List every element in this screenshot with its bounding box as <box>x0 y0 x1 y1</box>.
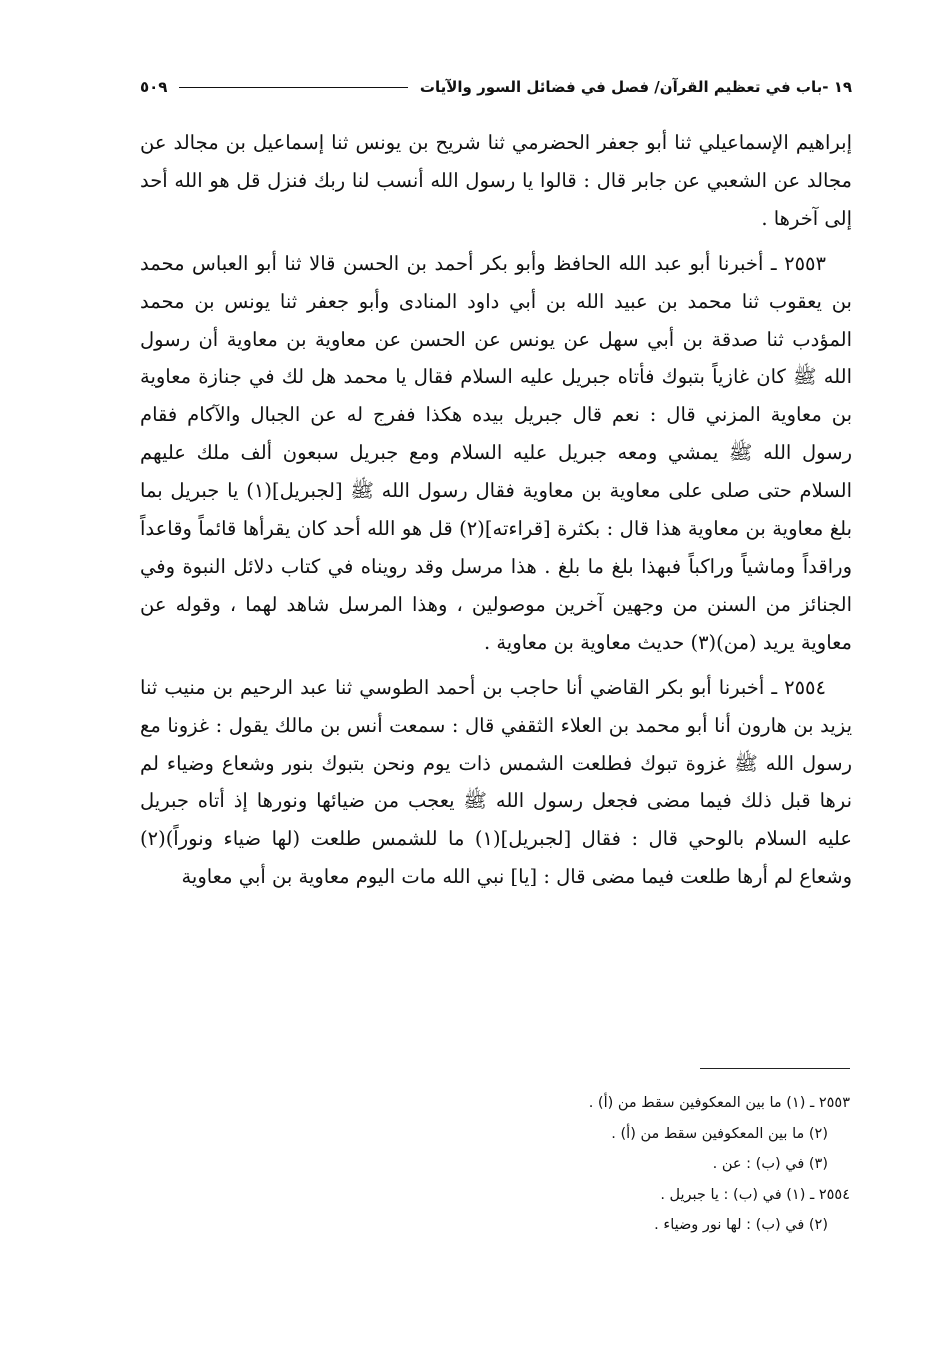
header-rule <box>179 87 407 88</box>
hadith-2553: ٢٥٥٣ ـ أخبرنا أبو عبد الله الحافظ وأبو بكر أحمد بن الحسن قالا ثنا أبو العباس محمد بن يعقوب ثنا محمد بن عبيد الله بن أبي داود المنادى وأبو جعفر ثنا يونس بن محمد المؤدب ثنا صدقة بن أبي سهل عن يونس عن الحسن عن معاوية بن معاوية أن رسول الله ﷺ كان غازياً بتبوك فأتاه جبريل عليه السلام فقال يا محمد هل لك في جنازة معاوية بن معاوية المزني قال : نعم قال جبريل بيده هكذا ففرج له عن الجبال والآكام فقام رسول الله ﷺ يمشي ومعه جبريل عليه السلام ومع جبريل سبعون ألف ملك عليهم السلام حتى صلى على معاوية بن معاوية فقال رسول الله ﷺ [لجبريل](١) يا جبريل بما بلغ معاوية بن معاوية هذا قال : بكثرة [قراءته](٢) قل هو الله أحد كان يقرأها قائماً وقاعداً وراقداً وماشياً وراكباً فبهذا بلغ ما بلغ . هذا مرسل وقد رويناه في كتاب دلائل النبوة وفي الجنائز من السنن من وجهين آخرين موصولين ، وهذا المرسل شاهد لهما ، وقوله عن معاوية يريد (من)(٣) حديث معاوية بن معاوية . <box>140 251 853 654</box>
paragraph-continuation: إبراهيم الإسماعيلي ثنا أبو جعفر الحضرمي ثنا شريح بن يونس ثنا إسماعيل بن مجالد عن مجالد عن الشعبي عن جابر قال : قالوا يا رسول الله أنسب لنا ربك فنزل قل هو الله أحد إلى آخرها . <box>140 131 852 230</box>
footnote-2553-3: (٣) في (ب) : عن . <box>712 1156 828 1172</box>
main-text <box>140 124 852 896</box>
footnote-2553-2: (٢) ما بين المعكوفين سقط من (أ) . <box>611 1125 828 1142</box>
running-title: ١٩ -باب في تعظيم القرآن/ فصل في فضائل السور والآيات <box>419 78 852 96</box>
page-number: ٥٠٩ <box>140 78 168 96</box>
footnote-2554-2: (٢) في (ب) : لها نور وضياء . <box>654 1217 828 1233</box>
footnotes <box>300 1088 850 1241</box>
page-header <box>140 70 852 104</box>
footnote-2553-1: ٢٥٥٣ ـ (١) ما بين المعكوفين سقط من (أ) . <box>588 1095 850 1111</box>
footnote-2554-1: ٢٥٥٤ ـ (١) في (ب) : يا جبريل . <box>660 1186 850 1203</box>
hadith-2554: ٢٥٥٤ ـ أخبرنا أبو بكر القاضي أنا حاجب بن أحمد الطوسي ثنا عبد الرحيم بن منيب ثنا يزيد بن هارون أنا أبو محمد بن العلاء الثقفي قال : سمعت أنس بن مالك يقول : غزونا مع رسول الله ﷺ غزوة تبوك فطلعت الشمس ذات يوم ونحن بتبوك بنور وشعاع وضياء لم نرها قبل ذلك فيما مضى فجعل رسول الله ﷺ يعجب من ضيائها ونورها إذ أتاه جبريل عليه السلام بالوحي قال : فقال [لجبريل](١) ما للشمس طلعت (لها ضياء ونوراً)(٢) وشعاع لم أرها طلعت فيما مضى قال : [يا] نبي الله مات اليوم معاوية بن أبي معاوية <box>140 675 852 889</box>
footnote-separator <box>700 1068 850 1069</box>
